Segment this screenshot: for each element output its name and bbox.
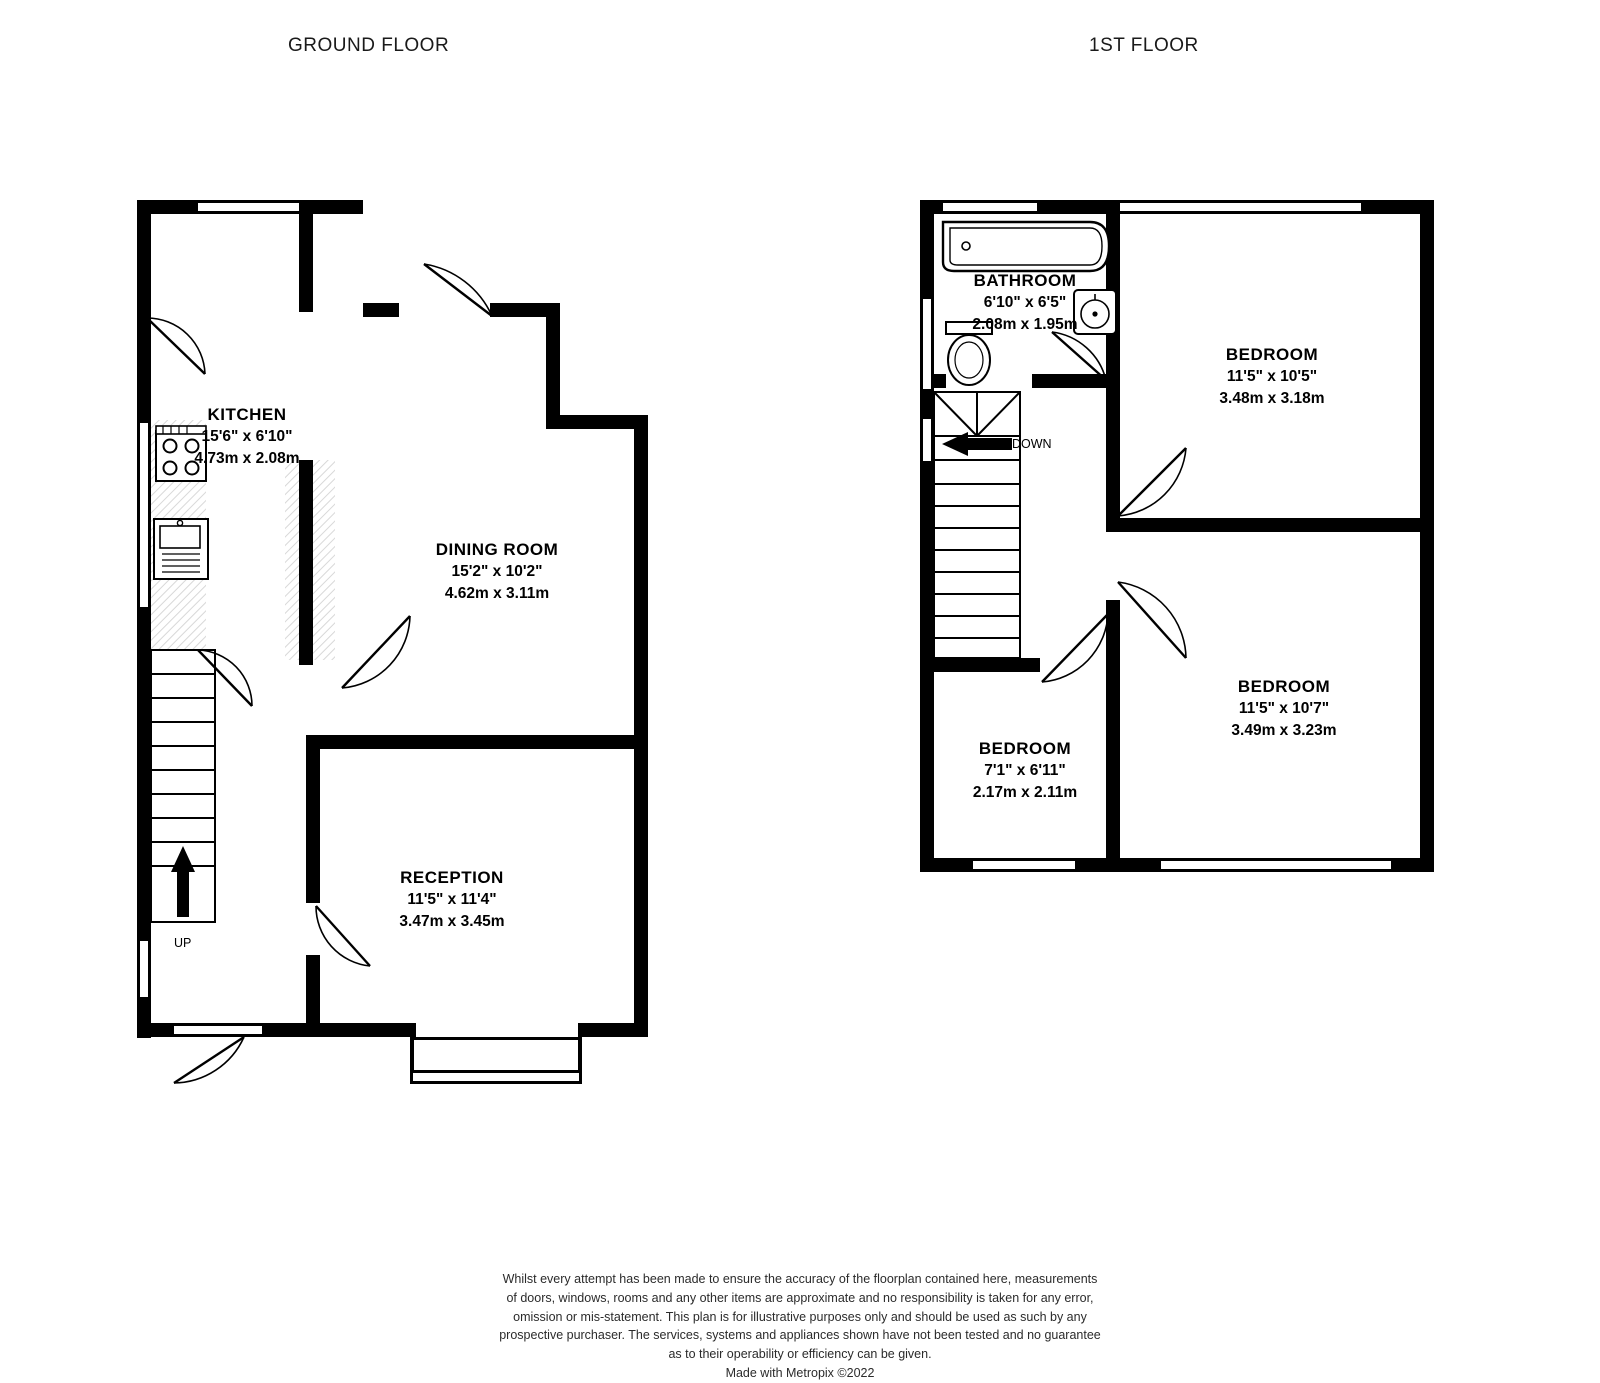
wall-reception-top — [306, 735, 648, 749]
bedroom1-name: BEDROOM — [1225, 345, 1319, 364]
bedroom2-name: BEDROOM — [1237, 677, 1331, 696]
room-label-reception — [325, 866, 579, 932]
disclaimer-credit: Made with Metropix ©2022 — [725, 1365, 875, 1380]
room-label-bedroom3 — [898, 737, 1152, 803]
wall-ground-right-upper — [634, 415, 648, 735]
door-bedroom2 — [1116, 572, 1192, 662]
wall-first-left-mid — [920, 392, 934, 416]
bedroom2-dim-metric: 3.49m x 3.23m — [1231, 721, 1337, 739]
room-label-bedroom1 — [1145, 343, 1399, 409]
room-label-kitchen — [120, 403, 374, 469]
window-kitchen-top — [195, 200, 303, 214]
first-floor-title: 1ST FLOOR — [1089, 35, 1199, 56]
bedroom2-dim-imperial: 11'5" x 10'7" — [1238, 700, 1330, 718]
wall-bedroom1-bottom — [1106, 518, 1434, 532]
disclaimer-line-3: omission or mis-statement. This plan is for illustrative purposes only and should be used as such by any — [513, 1309, 1087, 1324]
wall-reception-bottom-left — [306, 1023, 416, 1037]
wall-first-left-lower — [920, 464, 934, 872]
window-hall-left — [137, 938, 151, 1000]
room-label-bathroom — [898, 269, 1152, 335]
window-bedroom3-bottom — [970, 858, 1078, 872]
reception-dim-metric: 3.47m x 3.45m — [399, 912, 505, 930]
wall-bedroom3-top — [934, 658, 1040, 672]
window-bedroom1-top — [1116, 200, 1364, 214]
bay-window-left-return — [410, 1037, 414, 1073]
door-front-entrance — [168, 1035, 248, 1091]
bedroom3-dim-imperial: 7'1" x 6'11" — [984, 762, 1066, 780]
stair-down-label: DOWN — [1012, 437, 1052, 451]
disclaimer-line-5: as to their operability or efficiency can be given. — [668, 1347, 932, 1361]
dining-dim-imperial: 15'2" x 10'2" — [451, 563, 543, 581]
wall-kitchen-divider-upper — [299, 200, 313, 312]
bathroom-name: BATHROOM — [973, 271, 1077, 290]
bay-window-top-line — [410, 1037, 582, 1040]
sink-icon — [153, 518, 209, 580]
wall-dining-step-vertical — [546, 303, 560, 415]
kitchen-name: KITCHEN — [207, 405, 287, 424]
door-bathroom — [1040, 330, 1110, 382]
reception-name: RECEPTION — [400, 868, 504, 887]
wall-first-bottom-right — [1392, 858, 1434, 872]
wall-first-bottom-left — [920, 858, 972, 872]
wall-reception-left-upper — [306, 735, 320, 903]
dining-name: DINING ROOM — [435, 540, 559, 559]
window-stair-left — [920, 416, 934, 464]
door-dining-top — [398, 262, 494, 318]
bedroom1-dim-imperial: 11'5" x 10'5" — [1226, 368, 1318, 386]
door-dining-hall — [338, 610, 412, 690]
wall-hall-bottom-right — [263, 1023, 311, 1037]
door-kitchen-entry — [145, 316, 215, 376]
wall-ground-left-upper — [137, 200, 151, 322]
bedroom3-dim-metric: 2.17m x 2.11m — [972, 783, 1078, 801]
stair-up-label: UP — [174, 936, 192, 950]
disclaimer-line-1: Whilst every attempt has been made to ensure the accuracy of the floorplan contained here, measurements — [502, 1272, 1098, 1286]
wall-first-right — [1420, 200, 1434, 872]
wall-kitchen-divider-lower — [299, 460, 313, 665]
wall-reception-bottom-right — [578, 1023, 648, 1037]
door-understair — [196, 648, 256, 710]
kitchen-dim-metric: 4.73m x 2.08m — [194, 449, 300, 467]
disclaimer-line-2: of doors, windows, rooms and any other items are approximate and no responsibility is taken for any error, — [506, 1290, 1094, 1305]
bathroom-dim-imperial: 6'10" x 6'5" — [983, 294, 1067, 312]
wall-dining-step-horizontal — [546, 415, 646, 429]
disclaimer-line-4: prospective purchaser. The services, systems and appliances shown have not been tested and no guarantee — [499, 1328, 1101, 1343]
dining-dim-metric: 4.62m x 3.11m — [444, 584, 550, 602]
bedroom3-name: BEDROOM — [978, 739, 1072, 758]
wall-ground-left-lower — [137, 608, 151, 938]
disclaimer-block — [0, 1270, 1600, 1383]
reception-dim-imperial: 11'5" x 11'4" — [407, 891, 497, 909]
room-label-bedroom2 — [1157, 675, 1411, 741]
room-label-dining — [370, 538, 624, 604]
ground-floor-title: GROUND FLOOR — [288, 35, 450, 56]
wall-door-jamb-a — [363, 303, 399, 317]
kitchen-dim-imperial: 15'6" x 6'10" — [201, 428, 293, 446]
bathroom-dim-metric: 2.08m x 1.95m — [972, 315, 1078, 333]
bedroom1-dim-metric: 3.48m x 3.18m — [1219, 389, 1325, 407]
door-bedroom1 — [1116, 444, 1192, 518]
window-bedroom2-bottom — [1158, 858, 1394, 872]
bathtub-icon — [940, 216, 1112, 274]
wall-ground-right-lower — [634, 735, 648, 1035]
door-bedroom3 — [1036, 610, 1112, 686]
staircase-first — [934, 392, 1020, 658]
bay-window-right-return — [578, 1037, 582, 1073]
window-bathroom-top — [940, 200, 1040, 214]
window-reception-bay — [410, 1070, 582, 1084]
